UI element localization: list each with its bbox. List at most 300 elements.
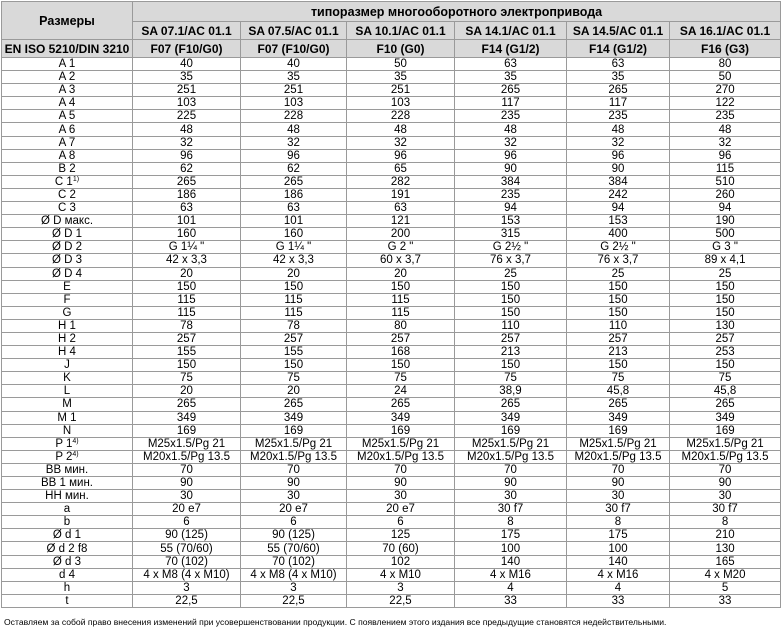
row-label (2, 149, 133, 162)
row-label (2, 136, 133, 149)
table-row (2, 136, 781, 149)
table-cell: 257 (455, 332, 567, 345)
table-row (2, 149, 781, 162)
table-cell: 48 (567, 123, 670, 136)
table-cell: 265 (133, 398, 241, 411)
row-label (2, 332, 133, 345)
table-cell: 265 (455, 398, 567, 411)
table-row (2, 398, 781, 411)
table-cell: 190 (670, 215, 781, 228)
row-label-text: A 2 (58, 71, 76, 84)
table-cell: 35 (133, 71, 241, 84)
model-header: SA 14.5/AC 01.1 (567, 22, 670, 40)
table-cell: 50 (670, 71, 781, 84)
table-cell: 169 (455, 424, 567, 437)
row-label (2, 123, 133, 136)
table-cell: 96 (133, 149, 241, 162)
table-cell: 150 (670, 280, 781, 293)
row-label (2, 319, 133, 332)
table-row (2, 385, 781, 398)
row-label-text: C 1 (54, 175, 73, 188)
table-cell: 20 (133, 385, 241, 398)
table-cell: 25 (455, 267, 567, 280)
table-cell: 4 (455, 581, 567, 594)
table-cell: M25x1.5/Pg 21 (133, 437, 241, 450)
table-cell: M20x1.5/Pg 13.5 (241, 450, 347, 463)
table-cell: 102 (347, 555, 455, 568)
table-body (2, 2, 781, 608)
table-cell: 121 (347, 215, 455, 228)
table-cell: 35 (567, 71, 670, 84)
table-cell: 42 x 3,3 (241, 254, 347, 267)
model-header: SA 16.1/AC 01.1 (670, 22, 781, 40)
table-cell: 89 x 4,1 (670, 254, 781, 267)
table-cell: 175 (567, 529, 670, 542)
dimensions-table (1, 1, 781, 608)
model-header: SA 07.1/AC 01.1 (133, 22, 241, 40)
model-header: SA 10.1/AC 01.1 (347, 22, 455, 40)
table-cell: 90 (347, 477, 455, 490)
table-cell: 30 (455, 490, 567, 503)
table-cell: 349 (133, 411, 241, 424)
table-cell: 32 (455, 136, 567, 149)
table-cell: 35 (241, 71, 347, 84)
table-row (2, 188, 781, 201)
table-cell: 150 (133, 280, 241, 293)
table-cell: 213 (455, 346, 567, 359)
row-label-text: ВВ мин. (45, 463, 89, 476)
row-label (2, 84, 133, 97)
table-cell: 265 (455, 84, 567, 97)
table-cell: 169 (133, 424, 241, 437)
table-cell: 62 (241, 162, 347, 175)
table-cell: 110 (455, 319, 567, 332)
table-row (2, 110, 781, 123)
row-label-text: H 1 (58, 319, 76, 332)
table-row (2, 490, 781, 503)
table-cell: 122 (670, 97, 781, 110)
table-cell: 251 (133, 84, 241, 97)
footnote-marker: 4) (72, 437, 79, 445)
table-cell: 96 (567, 149, 670, 162)
table-cell: 257 (133, 332, 241, 345)
table-cell: 75 (241, 372, 347, 385)
table-cell: 169 (241, 424, 347, 437)
table-cell: 242 (567, 188, 670, 201)
row-label (2, 267, 133, 280)
table-cell: 168 (347, 346, 455, 359)
row-label-text: M (62, 398, 72, 411)
table-cell: 169 (567, 424, 670, 437)
table-cell: 115 (347, 306, 455, 319)
row-label-text: A 4 (58, 97, 76, 110)
table-row (2, 123, 781, 136)
table-cell: 38,9 (455, 385, 567, 398)
footnote-marker: 1) (72, 175, 80, 183)
table-cell: 96 (455, 149, 567, 162)
table-cell: 63 (241, 202, 347, 215)
table-row (2, 228, 781, 241)
table-cell: M25x1.5/Pg 21 (455, 437, 567, 450)
table-cell: 96 (241, 149, 347, 162)
table-cell: 63 (347, 202, 455, 215)
table-cell: 76 x 3,7 (455, 254, 567, 267)
table-cell: 155 (133, 346, 241, 359)
table-cell: G 2 " (347, 241, 455, 254)
table-cell: 35 (347, 71, 455, 84)
table-cell: 3 (241, 581, 347, 594)
row-label (2, 162, 133, 175)
table-cell: 4 x M20 (670, 568, 781, 581)
table-cell: 22,5 (133, 594, 241, 607)
table-cell: 115 (133, 306, 241, 319)
table-cell: 4 x M8 (4 x M10) (241, 568, 347, 581)
footnote: Оставляем за собой право внесения изменений при усовершенствовании продукции. С появлением этого издания все предыдущие становятся недействительными. (4, 617, 667, 627)
table-cell: 349 (347, 411, 455, 424)
table-cell: 35 (455, 71, 567, 84)
table-cell: 110 (567, 319, 670, 332)
table-cell: 42 x 3,3 (133, 254, 241, 267)
table-cell: 22,5 (347, 594, 455, 607)
row-label-text: H 2 (58, 333, 76, 346)
table-cell: 125 (347, 529, 455, 542)
table-cell: 32 (347, 136, 455, 149)
table-cell: 101 (241, 215, 347, 228)
table-cell: 349 (567, 411, 670, 424)
table-cell: 349 (455, 411, 567, 424)
row-label (2, 555, 133, 568)
table-cell: 260 (670, 188, 781, 201)
row-label-text: A 6 (58, 123, 76, 136)
row-label (2, 450, 133, 463)
row-label-text: J (64, 359, 70, 372)
table-cell: 55 (70/60) (241, 542, 347, 555)
row-label (2, 503, 133, 516)
row-label-text: P 1 (55, 437, 73, 450)
table-cell: 3 (133, 581, 241, 594)
table-cell: 150 (567, 306, 670, 319)
table-cell: 251 (241, 84, 347, 97)
table-cell: 253 (670, 346, 781, 359)
table-cell: M25x1.5/Pg 21 (670, 437, 781, 450)
table-cell: 265 (347, 398, 455, 411)
table-row (2, 71, 781, 84)
table-cell: 90 (125) (133, 529, 241, 542)
row-label-text: Ø D макс. (40, 215, 94, 228)
table-cell: 75 (455, 372, 567, 385)
table-cell: 90 (133, 477, 241, 490)
table-cell: 150 (567, 359, 670, 372)
table-cell: 210 (670, 529, 781, 542)
table-row (2, 568, 781, 581)
table-cell: 282 (347, 175, 455, 188)
row-label (2, 568, 133, 581)
table-cell: 150 (347, 359, 455, 372)
table-cell: 48 (455, 123, 567, 136)
table-cell: 153 (567, 215, 670, 228)
table-cell: 70 (102) (133, 555, 241, 568)
table-cell: 25 (670, 267, 781, 280)
table-cell: M25x1.5/Pg 21 (567, 437, 670, 450)
row-label-text: N (62, 424, 72, 437)
row-label-text: Ø d 1 (52, 529, 82, 542)
table-cell: 150 (670, 293, 781, 306)
table-cell: 150 (455, 359, 567, 372)
table-row (2, 97, 781, 110)
table-cell: 32 (670, 136, 781, 149)
table-cell: 32 (133, 136, 241, 149)
table-cell: 78 (133, 319, 241, 332)
table-cell: 25 (567, 267, 670, 280)
row-label (2, 372, 133, 385)
row-label-text: Ø D 4 (51, 267, 83, 280)
row-label (2, 581, 133, 594)
row-label-text: M 1 (57, 411, 77, 424)
table-cell: 30 f7 (567, 503, 670, 516)
row-label (2, 202, 133, 215)
row-label-text: d 4 (59, 568, 75, 581)
table-cell: 169 (347, 424, 455, 437)
row-label-text: E (63, 280, 71, 293)
table-cell: 186 (241, 188, 347, 201)
flange-header: F10 (G0) (347, 40, 455, 58)
table-cell: 384 (455, 175, 567, 188)
table-row (2, 581, 781, 594)
row-label-text: a (63, 503, 71, 516)
row-label (2, 477, 133, 490)
table-cell: 20 e7 (347, 503, 455, 516)
table-cell: G 2½ " (567, 241, 670, 254)
table-cell: 200 (347, 228, 455, 241)
table-cell: 115 (347, 293, 455, 306)
table-cell: 150 (670, 306, 781, 319)
table-cell: 63 (567, 58, 670, 71)
table-cell: 228 (347, 110, 455, 123)
table-cell: 160 (133, 228, 241, 241)
table-cell: 150 (133, 359, 241, 372)
row-label (2, 97, 133, 110)
table-cell: 500 (670, 228, 781, 241)
table-row (2, 346, 781, 359)
table-cell: 235 (567, 110, 670, 123)
row-label-text: A 5 (58, 110, 76, 123)
table-cell: 20 (241, 385, 347, 398)
table-cell: 76 x 3,7 (567, 254, 670, 267)
table-row (2, 529, 781, 542)
table-cell: 257 (347, 332, 455, 345)
table-row (2, 254, 781, 267)
row-label (2, 385, 133, 398)
table-row (2, 293, 781, 306)
table-cell: 45,8 (670, 385, 781, 398)
table-row (2, 450, 781, 463)
table-cell: 140 (455, 555, 567, 568)
table-cell: 115 (241, 293, 347, 306)
table-row (2, 463, 781, 476)
table-cell: 150 (670, 359, 781, 372)
table-row (2, 516, 781, 529)
row-label-text: НН мин. (45, 490, 89, 503)
table-cell: 4 x M16 (567, 568, 670, 581)
table-cell: 32 (567, 136, 670, 149)
table-cell: 6 (133, 516, 241, 529)
table-cell: 225 (133, 110, 241, 123)
table-cell: 100 (567, 542, 670, 555)
table-cell: 30 (241, 490, 347, 503)
row-label-text: Ø d 3 (52, 555, 82, 568)
table-cell: 4 (567, 581, 670, 594)
table-cell: 4 x M8 (4 x M10) (133, 568, 241, 581)
table-cell: 130 (670, 319, 781, 332)
table-cell: 33 (670, 594, 781, 607)
table-cell: 80 (347, 319, 455, 332)
table-cell: 150 (241, 280, 347, 293)
row-label (2, 254, 133, 267)
table-row (2, 411, 781, 424)
table-cell: 94 (670, 202, 781, 215)
table-cell: 90 (241, 477, 347, 490)
table-cell: 55 (70/60) (133, 542, 241, 555)
table-cell: 33 (455, 594, 567, 607)
table-cell: 265 (670, 398, 781, 411)
table-row (2, 372, 781, 385)
table-row (2, 241, 781, 254)
table-cell: M20x1.5/Pg 13.5 (670, 450, 781, 463)
table-cell: 90 (567, 162, 670, 175)
table-cell: 4 x M16 (455, 568, 567, 581)
model-header: SA 14.1/AC 01.1 (455, 22, 567, 40)
table-cell: 265 (567, 84, 670, 97)
table-cell: 155 (241, 346, 347, 359)
table-cell: 65 (347, 162, 455, 175)
model-header: SA 07.5/AC 01.1 (241, 22, 347, 40)
row-label-text: ВВ 1 мин. (40, 477, 93, 490)
table-cell: 315 (455, 228, 567, 241)
table-cell: 117 (455, 97, 567, 110)
row-label-text: K (63, 372, 71, 385)
table-cell: 115 (133, 293, 241, 306)
row-label (2, 306, 133, 319)
table-cell: M25x1.5/Pg 21 (347, 437, 455, 450)
table-row (2, 306, 781, 319)
table-row (2, 503, 781, 516)
table-cell: 150 (455, 306, 567, 319)
table-cell: M20x1.5/Pg 13.5 (567, 450, 670, 463)
table-cell: 22,5 (241, 594, 347, 607)
table-cell: 63 (455, 58, 567, 71)
table-cell: 510 (670, 175, 781, 188)
table-row (2, 267, 781, 280)
row-label (2, 398, 133, 411)
table-cell: 8 (455, 516, 567, 529)
table-cell: 90 (455, 477, 567, 490)
row-label (2, 463, 133, 476)
row-label (2, 215, 133, 228)
table-cell: 94 (567, 202, 670, 215)
table-cell: 70 (102) (241, 555, 347, 568)
table-row (2, 280, 781, 293)
row-label (2, 542, 133, 555)
table-cell: 5 (670, 581, 781, 594)
table-cell: 60 x 3,7 (347, 254, 455, 267)
table-cell: 175 (455, 529, 567, 542)
table-cell: 257 (670, 332, 781, 345)
table-cell: 48 (347, 123, 455, 136)
table-cell: 349 (670, 411, 781, 424)
row-label (2, 228, 133, 241)
table-cell: 33 (567, 594, 670, 607)
table-cell: 90 (125) (241, 529, 347, 542)
table-row (2, 215, 781, 228)
table-row (2, 58, 781, 71)
table-cell: G 1¼ " (241, 241, 347, 254)
table-cell: 265 (133, 175, 241, 188)
row-label-text: A 8 (58, 149, 76, 162)
row-label (2, 594, 133, 607)
flange-header: F16 (G3) (670, 40, 781, 58)
row-label-text: Ø D 1 (51, 228, 83, 241)
row-label (2, 293, 133, 306)
row-label (2, 175, 133, 188)
table-cell: 228 (241, 110, 347, 123)
table-cell: 24 (347, 385, 455, 398)
table-cell: G 3 " (670, 241, 781, 254)
table-cell: 30 f7 (455, 503, 567, 516)
table-cell: 8 (670, 516, 781, 529)
table-cell: 70 (60) (347, 542, 455, 555)
table-row (2, 319, 781, 332)
table-cell: 94 (455, 202, 567, 215)
table-cell: 70 (455, 463, 567, 476)
table-cell: 103 (241, 97, 347, 110)
table-cell: 235 (455, 188, 567, 201)
row-label-text: C 3 (58, 202, 76, 215)
table-cell: 90 (670, 477, 781, 490)
flange-header: F14 (G1/2) (455, 40, 567, 58)
row-label (2, 424, 133, 437)
row-label (2, 490, 133, 503)
table-row (2, 594, 781, 607)
table-cell: 20 e7 (241, 503, 347, 516)
table-cell: 50 (347, 58, 455, 71)
row-label-text: A 3 (58, 84, 76, 97)
table-cell: 6 (241, 516, 347, 529)
table-cell: 115 (670, 162, 781, 175)
row-label-text: G (62, 306, 72, 319)
table-cell: 150 (455, 280, 567, 293)
table-cell: 40 (241, 58, 347, 71)
table-cell: 265 (241, 398, 347, 411)
flange-header: F07 (F10/G0) (241, 40, 347, 58)
table-cell: 257 (241, 332, 347, 345)
table-cell: 191 (347, 188, 455, 201)
header-row-1 (2, 2, 781, 22)
table-cell: 30 (670, 490, 781, 503)
row-label-text: Ø D 3 (51, 254, 83, 267)
table-cell: 63 (133, 202, 241, 215)
table-cell: G 1¼ " (133, 241, 241, 254)
footnote-marker: 4) (72, 450, 79, 458)
table-cell: 3 (347, 581, 455, 594)
row-label-text: C 2 (58, 188, 76, 201)
table-cell: 235 (670, 110, 781, 123)
table-cell: 90 (455, 162, 567, 175)
table-cell: 213 (567, 346, 670, 359)
row-label (2, 58, 133, 71)
table-cell: 70 (347, 463, 455, 476)
flange-header: F14 (G1/2) (567, 40, 670, 58)
table-cell: 75 (133, 372, 241, 385)
